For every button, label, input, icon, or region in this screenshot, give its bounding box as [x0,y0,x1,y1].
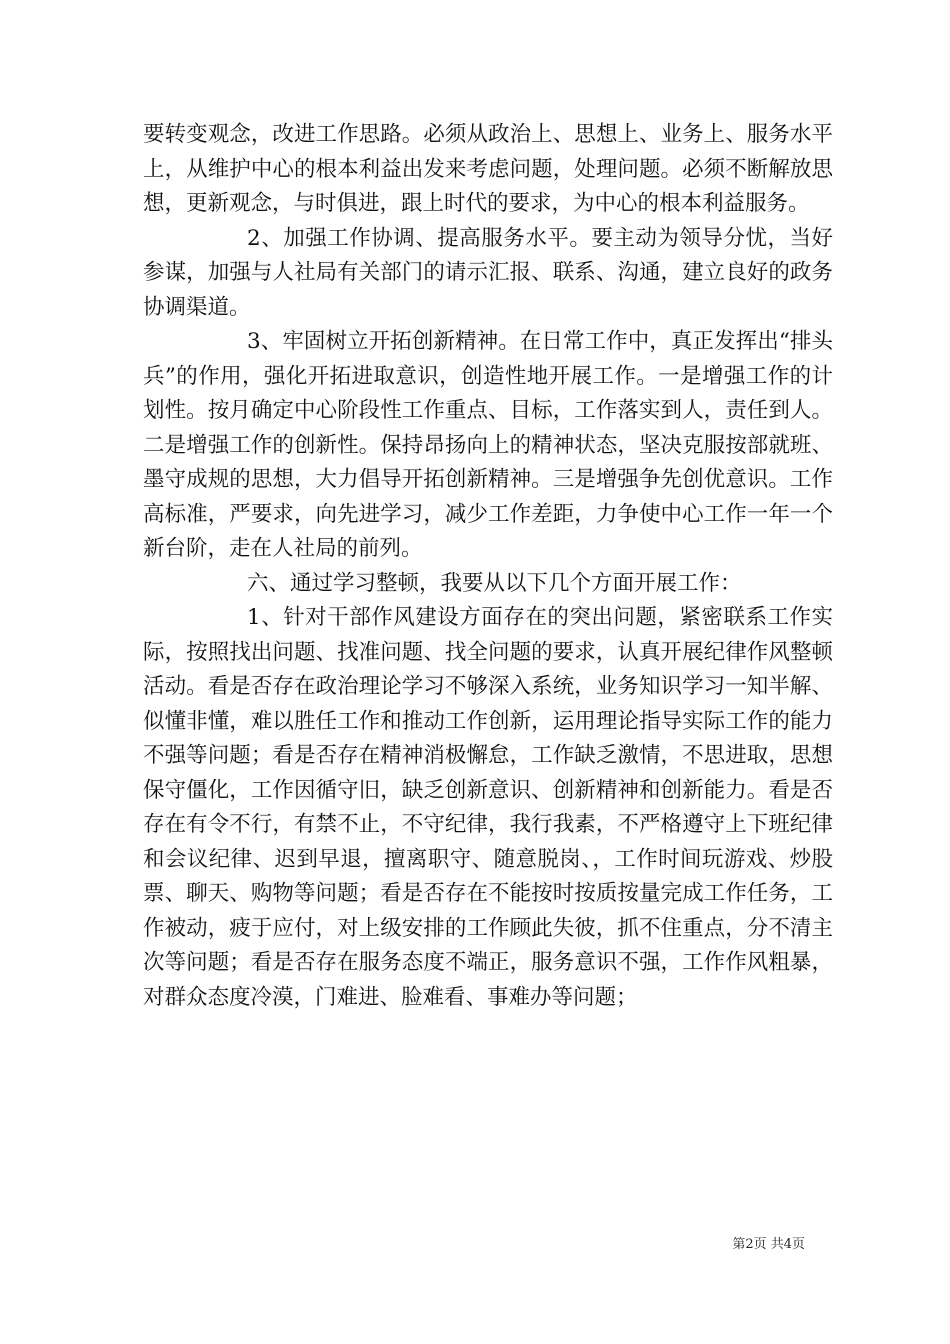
page-number-footer: 第2页 共4页 [732,1237,805,1252]
paragraph-item-1: 1、针对干部作风建设方面存在的突出问题，紧密联系工作实际，按照找出问题、找准问题、找全问题的要求，认真开展纪律作风整顿活动。看是否存在政治理论学习不够深入系统，业务知识学习一知半解、似懂非懂，难以胜任工作和推动工作创新，运用理论指导实际工作的能力不强等问题；看是否存在精神消极懈怠，工作缺乏激情，不思进取，思想保守僵化，工作因循守旧，缺乏创新意识、创新精神和创新能力。看是否存在有令不行，有禁不止，不守纪律，我行我素，不严格遵守上下班纪律和会议纪律、迟到早退，擅离职守、随意脱岗、，工作时间玩游戏、炒股票、聊天、购物等问题；看是否存在不能按时按质按量完成工作任务，工作被动，疲于应付，对上级安排的工作顾此失彼，抓不住重点，分不清主次等问题；看是否存在服务态度不端正，服务意识不强，工作作风粗暴，对群众态度冷漠，门难进、脸难看、事难办等问题； [143,605,833,1010]
paragraph-continuation: 要转变观念，改进工作思路。必须从政治上、思想上、业务上、服务水平上，从维护中心的根本利益出发来考虑问题，处理问题。必须不断解放思想，更新观念，与时俱进，跟上时代的要求，为中心的根本利益服务。 [143,122,833,216]
paragraph-item-2: 2、加强工作协调、提高服务水平。要主动为领导分忧，当好参谋，加强与人社局有关部门的请示汇报、联系、沟通，建立良好的政务协调渠道。 [143,225,833,320]
document-body [143,118,833,1015]
section-heading-six: 六、通过学习整顿，我要从以下几个方面开展工作： [247,570,742,596]
paragraph-item-3: 3、牢固树立开拓创新精神。在日常工作中，真正发挥出“排头兵”的作用，强化开拓进取意识，创造性地开展工作。一是增强工作的计划性。按月确定中心阶段性工作重点、目标，工作落实到人，责任到人。二是增强工作的创新性。保持昂扬向上的精神状态，坚决克服按部就班、墨守成规的思想，大力倡导开拓创新精神。三是增强争先创优意识。工作高标准，严要求，向先进学习，减少工作差距，力争使中心工作一年一个新台阶，走在人社局的前列。 [143,329,833,561]
